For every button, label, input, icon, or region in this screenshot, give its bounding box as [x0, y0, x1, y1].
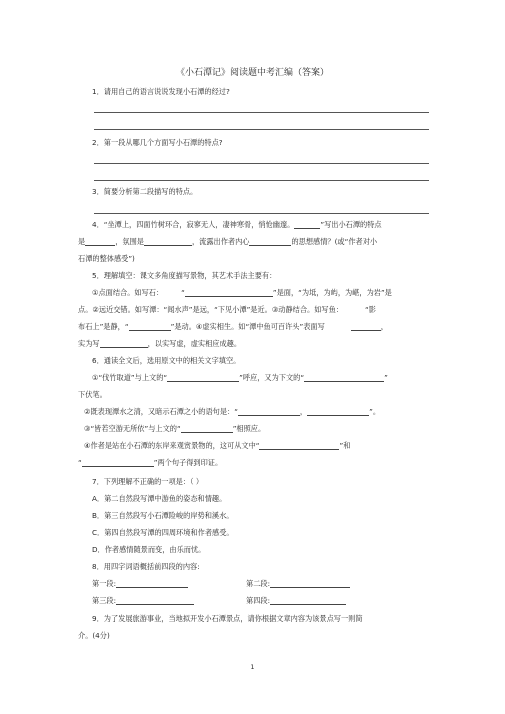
q5-text-f: “影: [364, 305, 376, 314]
q8-label-4: 第四段:: [246, 596, 270, 605]
question-1: 1．请用自己的语言说说发现小石潭的经过?: [92, 87, 230, 96]
q8-paragraph-4: [246, 596, 346, 605]
question-5-line-2: [78, 305, 376, 314]
question-2: 2．第一段从哪几个方面写小石潭的特点?: [92, 138, 223, 147]
question-7-stem: 7．下列理解不正确的一项是：（ ）: [92, 477, 204, 486]
answer-line: [94, 213, 429, 214]
q6-blank: [307, 407, 369, 416]
q5-text-g: 布石上”是静，: [78, 322, 125, 331]
q4-blank: [144, 237, 192, 246]
question-9-line-2: 介。(4分): [78, 631, 110, 640]
q6-blank: [304, 373, 384, 382]
q6-text-c: ”呼应，又为下文的“: [239, 373, 305, 382]
q6-text-j: ”相照应。: [232, 424, 266, 433]
q5-text-i: ，: [380, 322, 388, 331]
question-6-line-1: [92, 373, 388, 382]
q8-paragraph-1: [92, 579, 188, 588]
q6-text-n: ”两个句子得到印证。: [153, 458, 223, 467]
q4-text-d: ，氛围是: [115, 237, 144, 246]
q6-blank: [167, 373, 239, 382]
question-6-line-6: [78, 458, 222, 467]
option-b: B．第三自然段写小石潭险峻的岸势和溪水。: [92, 511, 234, 520]
q5-blank: [100, 339, 148, 348]
q8-paragraph-2: [246, 579, 350, 588]
answer-line: [94, 129, 429, 130]
q4-text-c: 是: [78, 237, 86, 246]
q6-text-b: ①“伐竹取道”与上文的“: [92, 373, 168, 382]
q6-text-k: ④作者是站在小石潭的东岸来观赏景物的，这可从文中“: [84, 441, 260, 450]
question-5-stem: 5．理解填空：课文多角度描写景物，其艺术手法主要有：: [92, 271, 277, 280]
option-a: A．第二自然段写潭中游鱼的姿态和情趣。: [92, 494, 227, 503]
q8-label-1: 第一段:: [92, 579, 116, 588]
q5-text-h: ”是动。④虚实相生。如“潭中鱼可百许头”表面写: [170, 322, 325, 331]
question-6-line-3: [84, 407, 380, 416]
q6-text-m: “: [78, 458, 82, 467]
q8-blank: [116, 579, 188, 588]
question-4-line-2: [78, 237, 377, 246]
q5-blank: [129, 322, 171, 331]
q5-text-b: ①点面结合。如写石：: [92, 288, 164, 297]
q8-label-2: 第二段:: [246, 579, 270, 588]
q8-paragraph-3: [92, 596, 194, 605]
document-title: 《小石潭记》阅读题中考汇编（答案）: [175, 68, 329, 78]
q6-text-h: ”。: [369, 407, 381, 416]
q4-text-b: ”写出小石潭的特点: [320, 220, 382, 229]
q6-text-d: ”: [384, 373, 388, 382]
q5-text-e: “闻水声”是远，“下见小潭”是近。③动静结合。如写鱼：: [163, 305, 343, 314]
q6-text-l: ”和: [339, 441, 351, 450]
q8-label-3: 第三段:: [92, 596, 116, 605]
question-5-line-4: [78, 339, 241, 348]
answer-line: [94, 163, 429, 164]
q4-text-a: 4．“坐潭上，四面竹树环合，寂寥无人，凄神寒骨，悄怆幽邃。: [92, 220, 295, 229]
question-3: 3．简要分析第二段描写的特点。: [92, 187, 198, 196]
q6-blank: [238, 407, 300, 416]
question-4-line-1: [92, 220, 382, 229]
q5-text-j: 实为写: [78, 339, 100, 348]
q4-text-e: ，流露出作者内心: [191, 237, 250, 246]
q8-blank: [270, 596, 346, 605]
question-6-line-5: [84, 441, 350, 450]
q6-text-i: ③“皆若空游无所依”与上文的“: [84, 424, 181, 433]
answer-line: [94, 180, 429, 181]
option-d: D．作者感情随景而变，由乐而忧。: [92, 545, 206, 554]
q5-text-k: ，以实写虚，虚实相应成趣。: [147, 339, 242, 348]
q8-blank: [116, 596, 194, 605]
question-5-line-3: 布石上”是静，“ ”是动。④虚实相生。如“潭中鱼可百许头”表面写 ，: [78, 322, 388, 331]
q4-blank: [249, 237, 291, 246]
question-5-line-1: ①点面结合。如写石： “ ”是面，“为坻，为屿，为嵁，为岩”是: [92, 288, 392, 297]
q6-text-g: ，: [299, 407, 308, 416]
q5-text-c: ”是面，“为坻，为屿，为嵁，为岩”是: [272, 288, 392, 297]
question-8-stem: 8．用四字词语概括前四段的内容:: [92, 562, 200, 571]
q6-blank: [82, 458, 154, 467]
question-9-line-1: 9．为了发展旅游事业，当地拟开发小石潭景点，请你根据文章内容为该景点写一则简: [92, 614, 363, 623]
page-number: 1: [250, 663, 255, 671]
question-6-stem: 6．通读全文后，选用原文中的相关文字填空。: [92, 356, 241, 365]
q6-blank: [181, 424, 233, 433]
q4-blank: [85, 237, 115, 246]
option-c: C．第四自然段写潭的四周环境和作者感受。: [92, 528, 234, 537]
answer-line: [94, 112, 429, 113]
q8-blank: [270, 579, 350, 588]
q6-blank: [259, 441, 339, 450]
question-4-line-3: 石潭的整体感受”): [78, 254, 135, 263]
q4-text-f: 的思想感情？(或“作者对小: [291, 237, 378, 246]
question-6-line-4: [84, 424, 265, 433]
q5-blank: [185, 288, 273, 297]
q6-text-f: ②既表现潭水之清，又暗示石潭之小的语句是：“: [84, 407, 238, 416]
q5-text-d: 点。②远近交错。如写潭：: [78, 305, 164, 314]
q4-blank: [294, 220, 320, 229]
q5-blank: [351, 322, 381, 331]
question-6-line-2: 下伏笔。: [78, 390, 107, 399]
